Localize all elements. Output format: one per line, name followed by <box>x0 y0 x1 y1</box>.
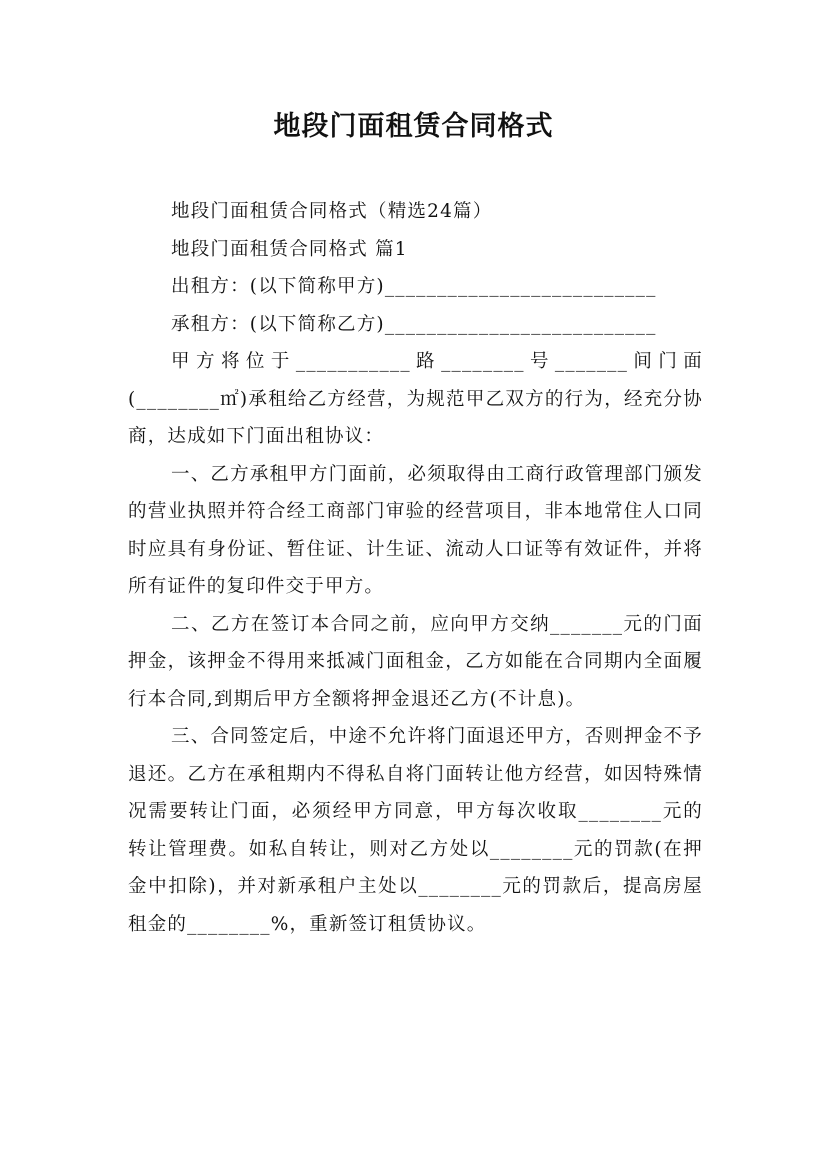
clause-3: 三、合同签定后，中途不允许将门面退还甲方，否则押金不予退还。乙方在承租期内不得私自将门面转让他方经营，如因特殊情况需要转让门面，必须经甲方同意，甲方每次收取________元的转让管理费。如私自转让，则对乙方处以________元的罚款(在押金中扣除)，并对新承租户主处以________元的罚款后，提高房屋租金的________%，重新签订租赁协议。 <box>128 726 703 935</box>
intro-heading: 地段门面租赁合同格式（精选24篇） <box>171 201 493 222</box>
clause-1: 一、乙方承租甲方门面前，必须取得由工商行政管理部门颁发的营业执照并符合经工商部门审验的经营项目，非本地常住人口同时应具有身份证、暂住证、计生证、流动人口证等有效证件，并将所有证件的复印件交于甲方。 <box>128 463 703 597</box>
document-body <box>128 193 703 943</box>
premises-paragraph: 甲方将位于___________路________号_______间门面(________㎡)承租给乙方经营，为规范甲乙双方的行为，经充分协商，达成如下门面出租协议： <box>128 351 703 447</box>
lessee-line: 承租方：(以下简称乙方)__________________________ <box>171 313 657 335</box>
document-title: 地段门面租赁合同格式 <box>273 111 554 142</box>
lessor-line: 出租方：(以下简称甲方)__________________________ <box>171 276 657 297</box>
section-heading: 地段门面租赁合同格式 篇1 <box>171 238 408 260</box>
clause-2: 二、乙方在签订本合同之前，应向甲方交纳_______元的门面押金，该押金不得用来抵减门面租金，乙方如能在合同期内全面履行本合同,到期后甲方全额将押金退还乙方(不计息)。 <box>128 613 703 710</box>
